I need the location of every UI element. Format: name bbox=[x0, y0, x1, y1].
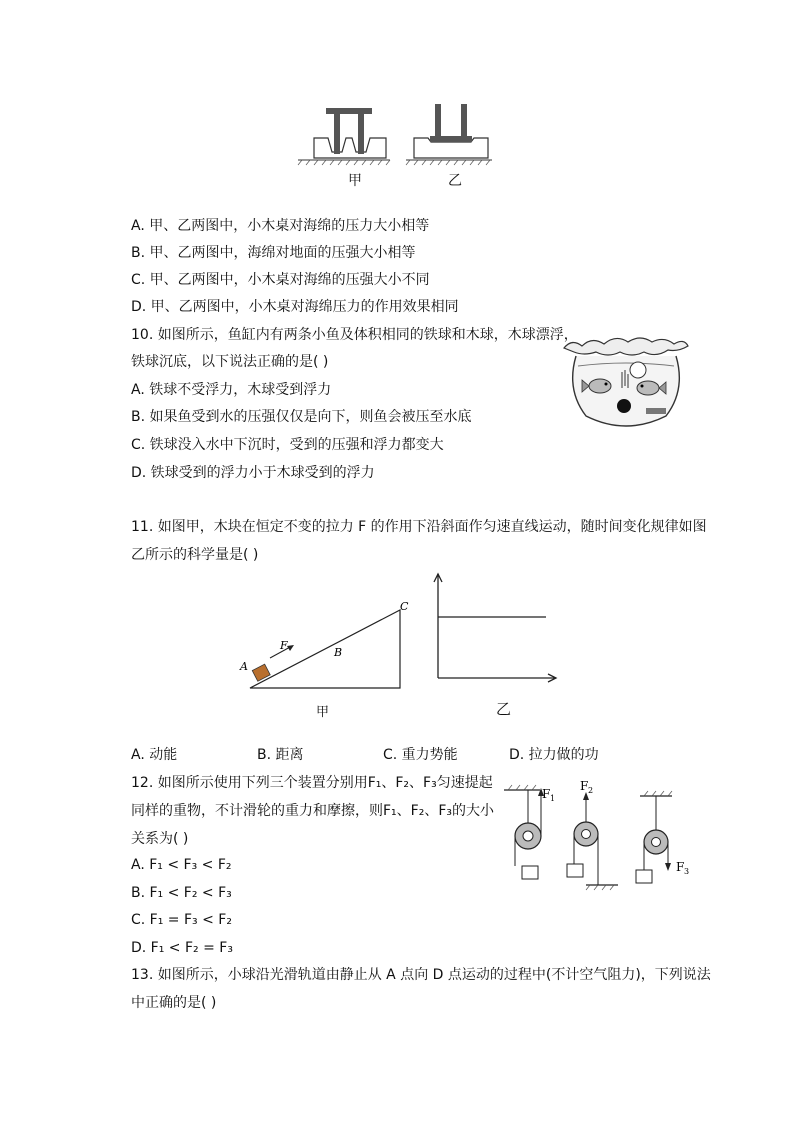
q11-figure-label-yi: 乙 bbox=[496, 700, 512, 718]
q10-option-c: C. 铁球没入水中下沉时，受到的压强和浮力都变大 bbox=[131, 437, 444, 453]
q11-option-d: D. 拉力做的功 bbox=[509, 747, 599, 763]
q9-option-b: B. 甲、乙两图中，海绵对地面的压强大小相等 bbox=[131, 245, 416, 261]
figure-jia-sponge bbox=[298, 108, 390, 165]
q12-option-a: A. F₁ < F₃ < F₂ bbox=[131, 857, 232, 873]
q9-option-c: C. 甲、乙两图中，小木桌对海绵的压强大小不同 bbox=[131, 272, 430, 288]
q12-stem-line3: 关系为( ) bbox=[131, 831, 189, 847]
q13-stem-line2: 中正确的是( ) bbox=[131, 995, 217, 1011]
fish-tank-figure bbox=[560, 330, 692, 434]
point-label-a: A bbox=[240, 660, 248, 673]
iron-ball bbox=[617, 399, 631, 413]
fixed-pulley-3 bbox=[636, 791, 689, 883]
q10-stem-line1: 10. 如图所示，鱼缸内有两条小鱼及体积相同的铁球和木球，木球漂浮， bbox=[131, 327, 578, 343]
q11-stem-line1: 11. 如图甲，木块在恒定不变的拉力 F 的作用下沿斜面作匀速直线运动，随时间变化规律如图 bbox=[131, 519, 707, 535]
figure-yi-sponge bbox=[406, 104, 492, 165]
q12-option-c: C. F₁ = F₃ < F₂ bbox=[131, 912, 232, 928]
incline-figure-jia bbox=[230, 596, 420, 696]
f3-label-subscript: 3 bbox=[684, 867, 690, 876]
q11-figure-label-jia: 甲 bbox=[316, 705, 330, 720]
figure-label-jia: 甲 bbox=[348, 173, 362, 189]
q13-stem-line1: 13. 如图所示，小球沿光滑轨道由静止从 A 点向 D 点运动的过程中(不计空气阻力)，下列说法 bbox=[131, 967, 711, 983]
q10-option-d: D. 铁球受到的浮力小于木球受到的浮力 bbox=[131, 465, 375, 481]
f1-label: F bbox=[542, 787, 551, 801]
q12-option-b: B. F₁ < F₂ < F₃ bbox=[131, 885, 232, 901]
q12-stem-line1: 12. 如图所示使用下列三个装置分别用F₁、F₂、F₃匀速提起 bbox=[131, 775, 493, 791]
figure-label-yi: 乙 bbox=[448, 173, 462, 189]
q10-stem-line2: 铁球沉底，以下说法正确的是( ) bbox=[131, 354, 329, 370]
movable-pulley-2 bbox=[567, 779, 618, 890]
sponge-table-figure bbox=[296, 100, 496, 190]
f2-label-subscript: 2 bbox=[588, 786, 594, 795]
q11-option-a: A. 动能 bbox=[131, 747, 178, 763]
q11-option-c: C. 重力势能 bbox=[383, 747, 458, 763]
q10-option-a: A. 铁球不受浮力，木球受到浮力 bbox=[131, 382, 332, 398]
wood-ball bbox=[630, 362, 646, 378]
pulley-figure bbox=[500, 778, 696, 890]
q12-option-d: D. F₁ < F₂ = F₃ bbox=[131, 940, 233, 956]
f1-label-subscript: 1 bbox=[550, 794, 556, 803]
fixed-pulley-1 bbox=[504, 785, 555, 879]
graph-figure-yi bbox=[428, 570, 562, 686]
f3-label: F bbox=[676, 860, 685, 874]
force-label-f: F bbox=[280, 639, 288, 652]
q9-option-d: D. 甲、乙两图中，小木桌对海绵压力的作用效果相同 bbox=[131, 299, 459, 315]
q11-stem-line2: 乙所示的科学量是( ) bbox=[131, 547, 259, 563]
q10-option-b: B. 如果鱼受到水的压强仅仅是向下，则鱼会被压至水底 bbox=[131, 409, 472, 425]
q9-option-a: A. 甲、乙两图中，小木桌对海绵的压力大小相等 bbox=[131, 218, 430, 234]
q11-option-b: B. 距离 bbox=[257, 747, 304, 763]
point-label-c: C bbox=[400, 600, 409, 613]
point-label-b: B bbox=[334, 646, 343, 659]
q12-stem-line2: 同样的重物，不计滑轮的重力和摩擦，则F₁、F₂、F₃的大小 bbox=[131, 803, 494, 819]
f2-label: F bbox=[580, 779, 589, 793]
